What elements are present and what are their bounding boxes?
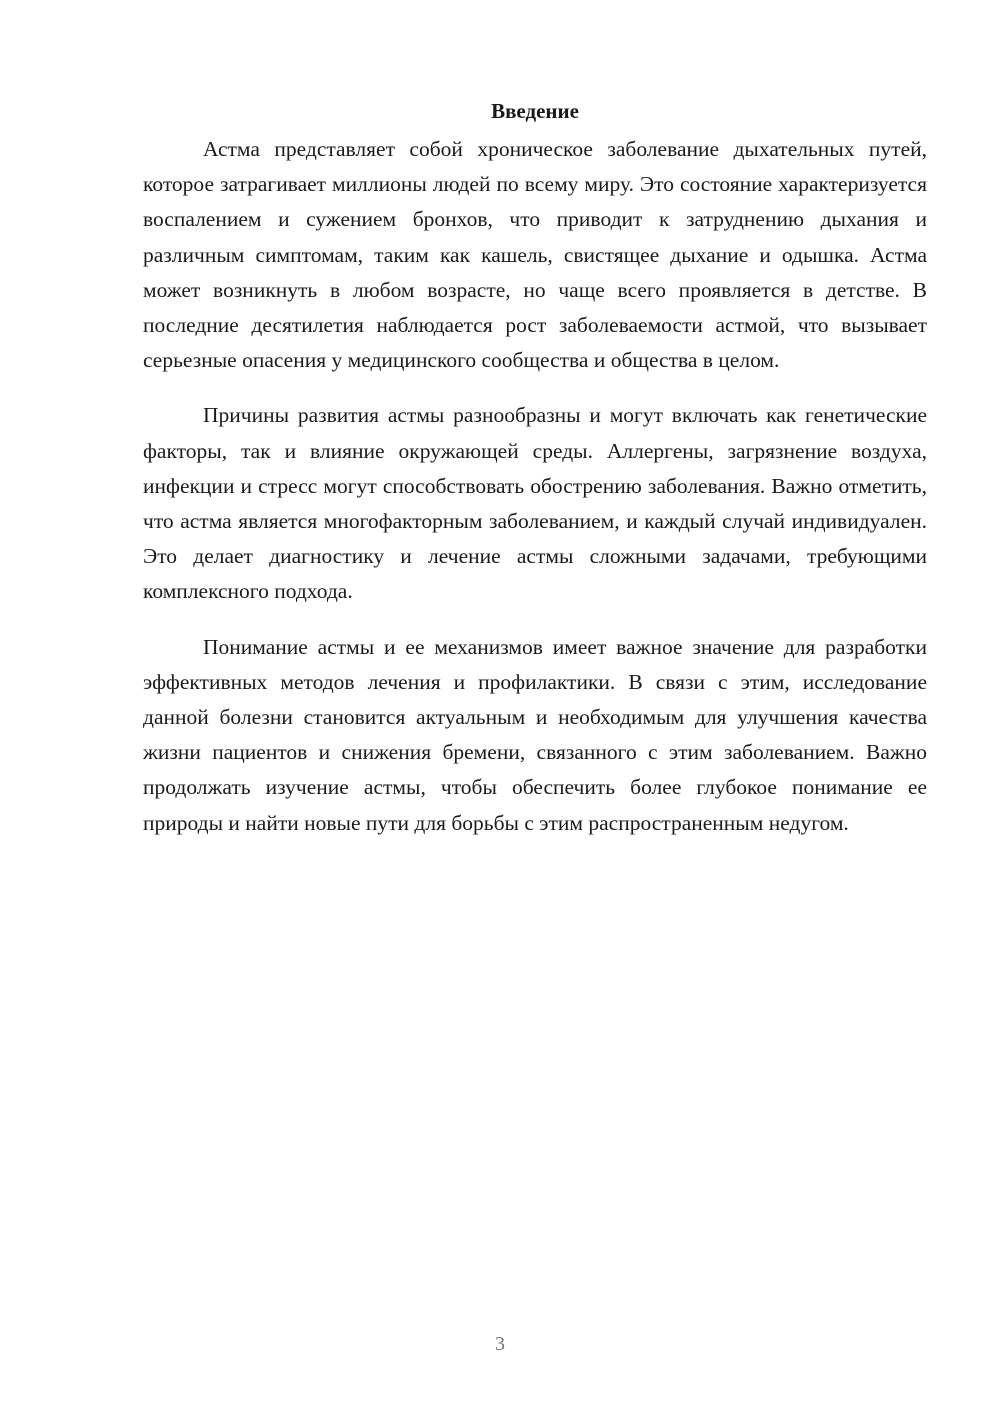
page-content: [143, 96, 927, 861]
paragraph-3: Понимание астмы и ее механизмов имеет важное значение для разработки эффективных методов лечения и профилактики. В связи с этим, исследование данной болезни становится актуальным и необходимым для улучшения качества жизни пациентов и снижения бремени, связанного с этим заболеванием. Важно продолжать изучение астмы, чтобы обеспечить более глубокое понимание ее природы и найти новые пути для борьбы с этим распространенным недугом.: [143, 634, 927, 835]
paragraph-2: Причины развития астмы разнообразны и могут включать как генетические факторы, так и влияние окружающей среды. Аллергены, загрязнение воздуха, инфекции и стресс могут способствовать обострению заболевания. Важно отметить, что астма является многофакторным заболеванием, и каждый случай индивидуален. Это делает диагностику и лечение астмы сложными задачами, требующими комплексного подхода.: [143, 403, 927, 604]
paragraph-1: Астма представляет собой хроническое заболевание дыхательных путей, которое затрагивает миллионы людей по всему миру. Это состояние характеризуется воспалением и сужением бронхов, что приводит к затруднению дыхания и различным симптомам, таким как кашель, свистящее дыхание и одышка. Астма может возникнуть в любом возрасте, но чаще всего проявляется в детстве. В последние десятилетия наблюдается рост заболеваемости астмой, что вызывает серьезные опасения у медицинского сообщества и общества в целом.: [143, 137, 927, 373]
section-heading: Введение: [491, 99, 579, 123]
page-number: 3: [495, 1333, 505, 1355]
